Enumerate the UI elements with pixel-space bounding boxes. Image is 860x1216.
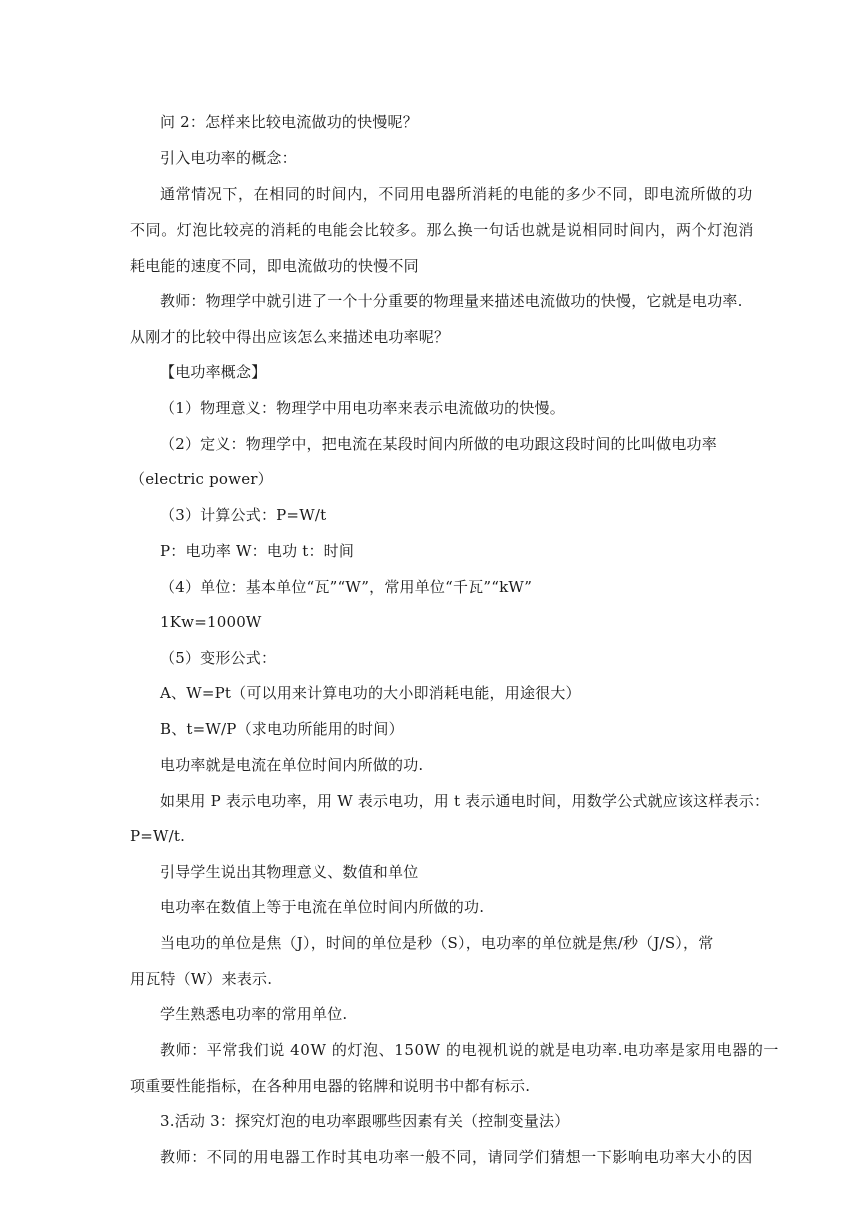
text-line: 从刚才的比较中得出应该怎么来描述电功率呢？ <box>130 328 450 346</box>
text-line: 问 2：怎样来比较电流做功的快慢呢？ <box>160 113 418 131</box>
section-heading: 【电功率概念】 <box>160 363 267 381</box>
text-line: （2）定义：物理学中，把电流在某段时间内所做的电功跟这段时间的比叫做电功率 <box>160 435 717 453</box>
text-line: 当电功的单位是焦（J），时间的单位是秒（S），电功率的单位就是焦/秒（J/S），常 <box>160 934 714 952</box>
text-line: 教师：物理学中就引进了一个十分重要的物理量来描述电流做功的快慢，它就是电功率. <box>160 292 743 310</box>
text-line: P：电功率 W：电功 t：时间 <box>160 542 355 560</box>
text-line: （electric power） <box>130 470 273 488</box>
text-line: 如果用 P 表示电功率，用 W 表示电功，用 t 表示通电时间，用数学公式就应该这样表示： <box>160 792 770 810</box>
text-line: 3.活动 3：探究灯泡的电功率跟哪些因素有关（控制变量法） <box>160 1112 570 1130</box>
text-line: 教师：不同的用电器工作时其电功率一般不同，请同学们猜想一下影响电功率大小的因 <box>160 1148 753 1166</box>
text-line: 项重要性能指标，在各种用电器的铭牌和说明书中都有标示. <box>130 1077 531 1095</box>
text-line: A、W=Pt（可以用来计算电功的大小即消耗电能，用途很大） <box>160 684 581 702</box>
text-line: B、t=W/P（求电功所能用的时间） <box>160 720 404 738</box>
text-line: 1Kw=1000W <box>160 613 262 631</box>
text-line: P=W/t. <box>130 827 186 845</box>
text-line: （1）物理意义：物理学中用电功率来表示电流做功的快慢。 <box>160 399 565 417</box>
text-line: 用瓦特（W）来表示. <box>130 970 273 988</box>
text-line: 电功率在数值上等于电流在单位时间内所做的功. <box>160 898 485 916</box>
text-line: （4）单位：基本单位“瓦”“W”，常用单位“千瓦”“kW” <box>160 578 533 596</box>
text-line: 教师：平常我们说 40W 的灯泡、150W 的电视机说的就是电功率.电功率是家用电器的一 <box>160 1041 780 1059</box>
text-line: 通常情况下，在相同的时间内，不同用电器所消耗的电能的多少不同，即电流所做的功 <box>160 185 753 203</box>
text-line: 电功率就是电流在单位时间内所做的功. <box>160 756 424 774</box>
text-line: （3）计算公式：P=W/t <box>160 506 327 524</box>
text-line: （5）变形公式： <box>160 649 277 667</box>
text-line: 引入电功率的概念： <box>160 149 297 167</box>
text-line: 耗电能的速度不同，即电流做功的快慢不同 <box>130 257 419 275</box>
text-line: 引导学生说出其物理意义、数值和单位 <box>160 863 419 881</box>
text-line: 学生熟悉电功率的常用单位. <box>160 1005 348 1023</box>
text-line: 不同。灯泡比较亮的消耗的电能会比较多。那么换一句话也就是说相同时间内，两个灯泡消 <box>130 221 755 239</box>
